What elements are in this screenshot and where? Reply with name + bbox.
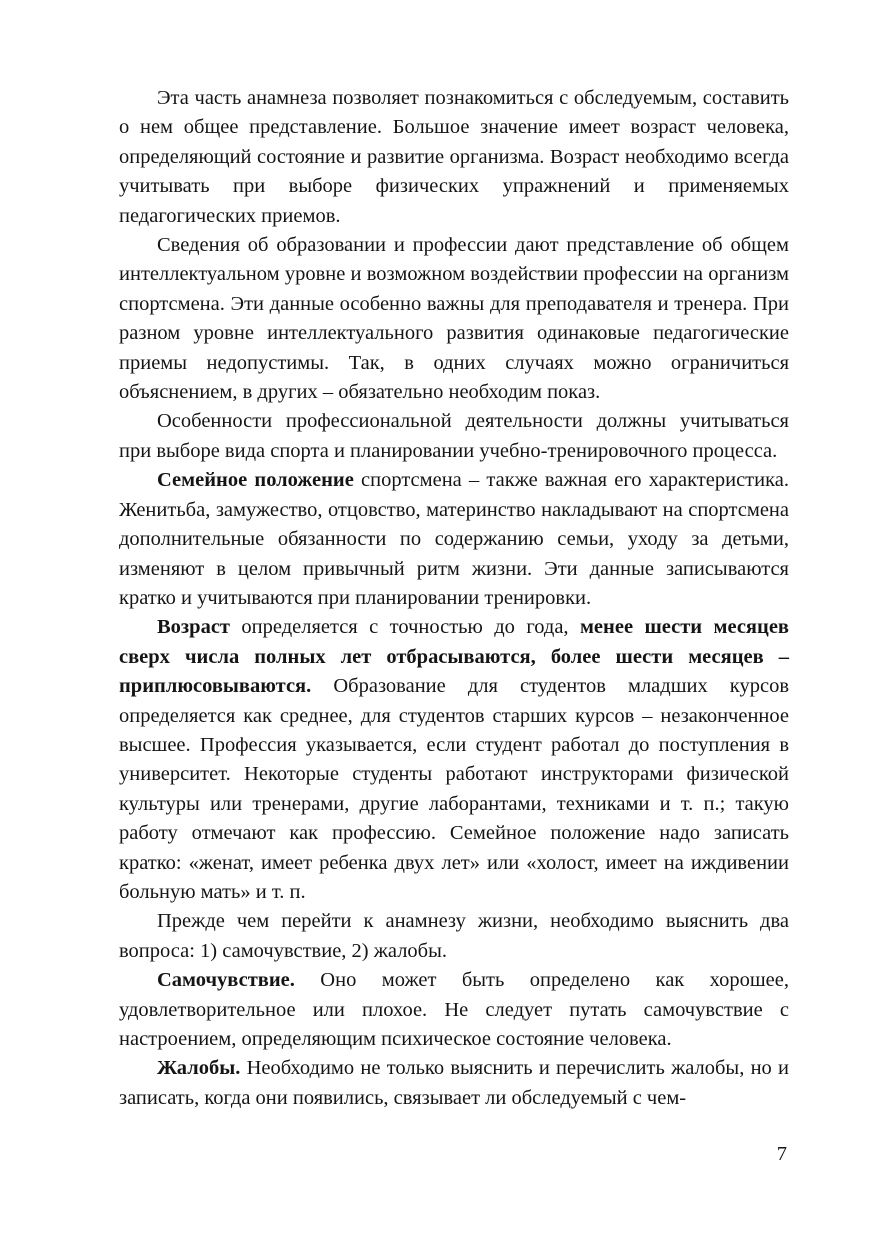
text-run: Прежде чем перейти к анамнезу жизни, необходимо выяснить два вопроса: 1) самочувствие, 2) жалобы. <box>119 910 789 962</box>
text-run: определяется с точностью до года, <box>241 616 580 639</box>
text-block <box>119 84 789 1113</box>
paragraph <box>119 613 789 907</box>
paragraph <box>119 84 789 231</box>
bold-run: Самочувствие. <box>157 969 321 992</box>
paragraph <box>119 1054 789 1113</box>
paragraph <box>119 407 789 466</box>
page-number: 7 <box>776 1143 787 1165</box>
bold-run: Семейное положение <box>157 469 362 492</box>
text-run: Образование для студентов младших курсов определяется как среднее, для студентов старших курсов – незаконченное высшее. Профессия указывается, если студент работал до поступления в университет. Некоторые студенты работают инструкторами физической культуры или тренерами, другие лаборантами, техниками и т. п.; такую работу отмечают как профессию. Семейное положение надо записать кратко: «женат, имеет ребенка двух лет» или «холост, имеет на иждивении больную мать» и т. п. <box>119 675 789 903</box>
bold-run: менее шести месяцев сверх числа полных лет отбрасываются, более шести месяцев – приплюсовываются. <box>119 616 789 698</box>
paragraph <box>119 466 789 613</box>
bold-run: Возраст <box>157 616 242 639</box>
text-run: Особенности профессиональной деятельности должны учитываться при выборе вида спорта и планировании учебно-тренировочного процесса. <box>119 410 789 462</box>
text-run: спортсмена – также важная его характеристика. Женитьба, замужество, отцовство, материнство накладывают на спортсмена дополнительные обязанности по содержанию семьи, уходу за детьми, изменяют в целом привычный ритм жизни. Эти данные записываются кратко и учитываются при планировании тренировки. <box>119 469 789 609</box>
text-run: Эта часть анамнеза позволяет познакомиться с обследуемым, составить о нем общее представление. Большое значение имеет возраст человека, определяющий состояние и развитие организма. Возраст необходимо всегда учитывать при выборе физических упражнений и применяемых педагогических приемов. <box>119 87 789 227</box>
paragraph <box>119 907 789 966</box>
text-run: Оно может быть определено как хорошее, удовлетворительное или плохое. Не следует путать самочувствие с настроением, определяющим психическое состояние человека. <box>119 969 789 1050</box>
text-run: Необходимо не только выяснить и перечислить жалобы, но и записать, когда они появились, связывает ли обследуемый с чем- <box>119 1057 790 1109</box>
text-run: Сведения об образовании и профессии дают представление об общем интеллектуальном уровне и возможном воздействии профессии на организм спортсмена. Эти данные особенно важны для преподавателя и тренера. При разном уровне интеллектуального развития одинаковые педагогические приемы недопустимы. Так, в одних случаях можно ограничиться объяснением, в других – обязательно необходим показ. <box>119 234 789 404</box>
paragraph <box>119 231 789 407</box>
paragraph <box>119 966 789 1054</box>
bold-run: Жалобы. <box>157 1057 247 1080</box>
